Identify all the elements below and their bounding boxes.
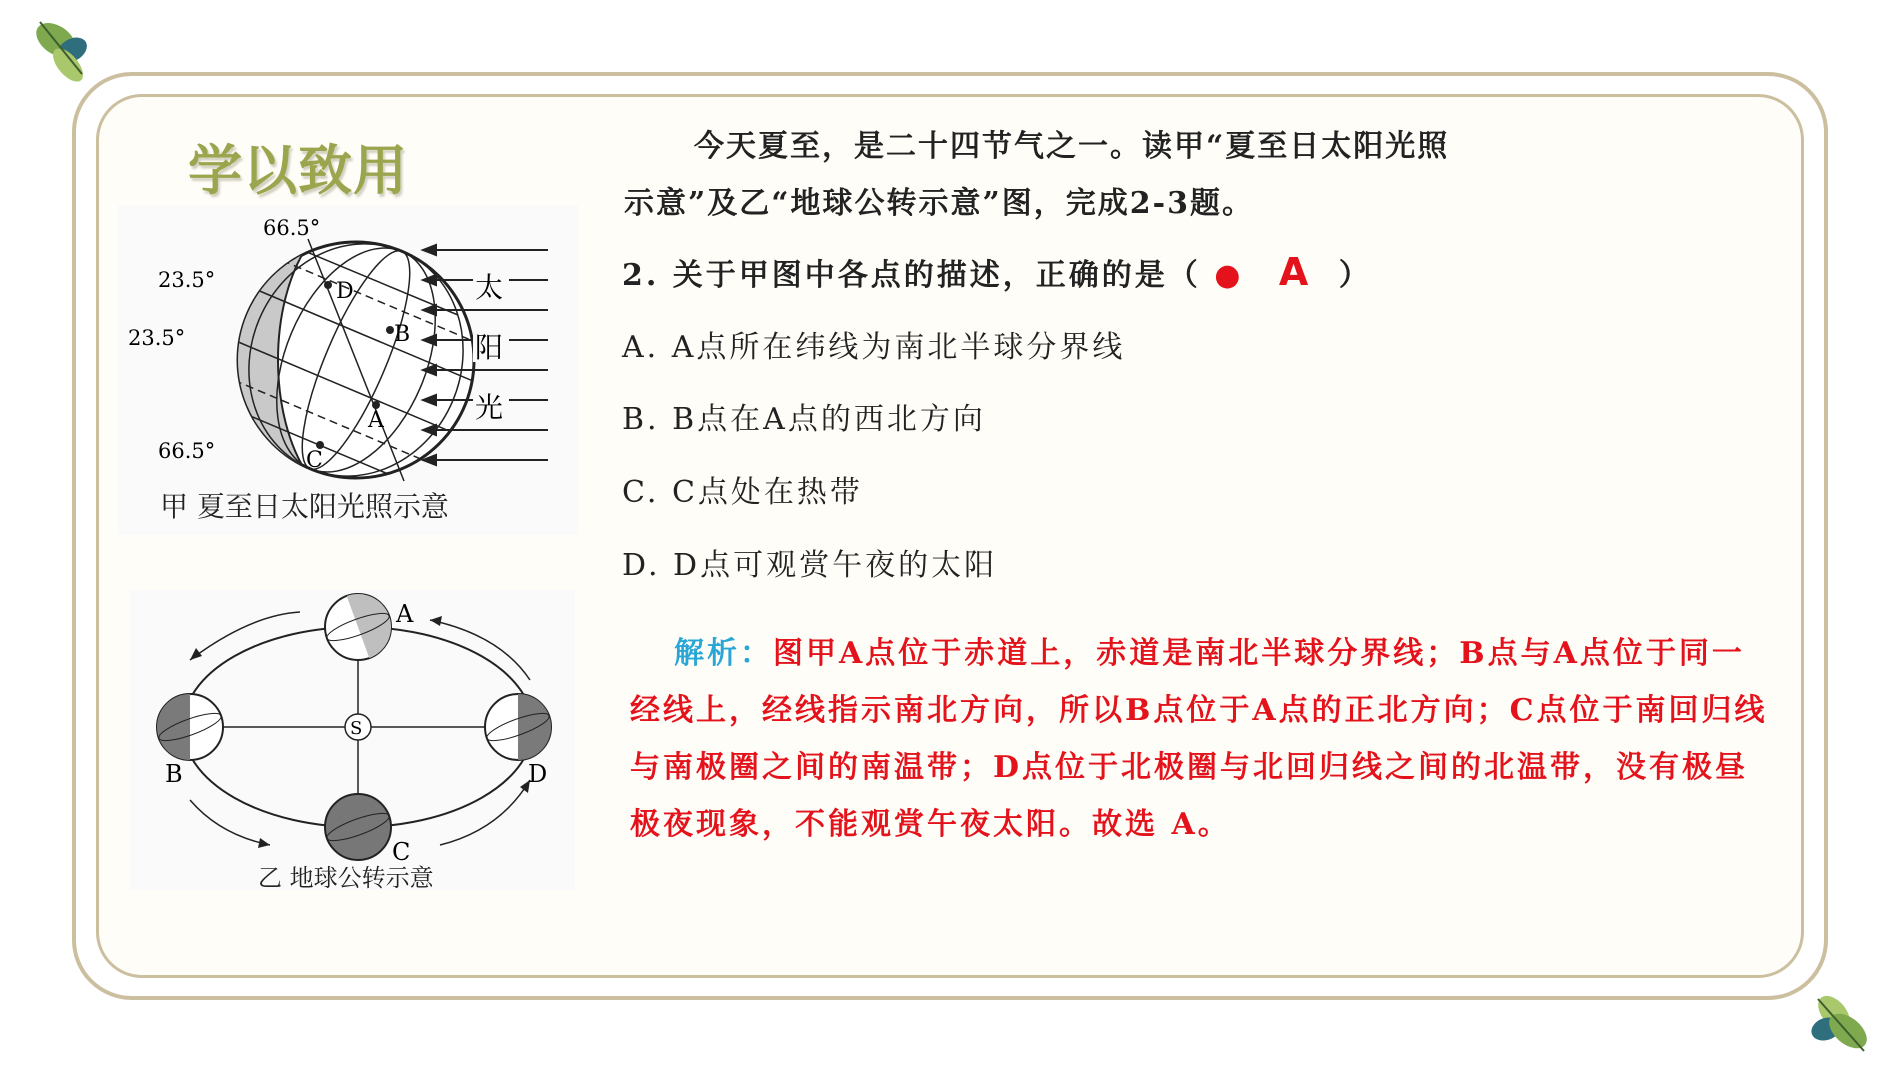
label-earth-b: B xyxy=(165,760,183,788)
label-sun-1: 太 xyxy=(475,271,504,304)
label-earth-a: A xyxy=(396,600,414,628)
label-point-d: D xyxy=(336,279,354,304)
option-a[interactable]: A. A点所在纬线为南北半球分界线 xyxy=(622,330,1126,365)
label-point-b: B xyxy=(394,322,411,347)
question-stem xyxy=(622,250,1372,294)
label-sun-2: 阳 xyxy=(475,331,504,364)
option-d[interactable]: D. D点可观赏午夜的太阳 xyxy=(622,548,998,583)
label-lat-23-south: 23.5° xyxy=(128,326,186,350)
option-c[interactable]: C. C点处在热带 xyxy=(622,475,863,510)
answer-dot-icon: ● xyxy=(1214,258,1244,293)
intro-line-2: 示意”及乙“地球公转示意”图，完成2-3题。 xyxy=(624,186,1254,221)
label-lat-66-north: 66.5° xyxy=(263,216,321,240)
intro-line-1: 今天夏至，是二十四节气之一。读甲“夏至日太阳光照 xyxy=(694,129,1450,164)
analysis-text: 图甲A点位于赤道上，赤道是南北半球分界线；B点与A点位于同一经线上，经线指示南北方向，所以B点位于A点的正北方向；C点位于南回归线与南极圈之间的南温带；D点位于北极圈与北回归线之间的北温带，没有极昼极夜现象，不能观赏午夜太阳。故选 A。 xyxy=(630,636,1768,842)
earth-position-c xyxy=(324,794,391,860)
analysis-label: 解析： xyxy=(674,636,773,671)
earth-position-b xyxy=(156,694,223,760)
label-earth-d: D xyxy=(528,760,548,788)
label-point-c: C xyxy=(306,448,323,473)
earth-position-a xyxy=(324,590,400,660)
question-text: 2. 关于甲图中各点的描述，正确的是（ xyxy=(622,258,1201,293)
label-earth-c: C xyxy=(392,838,411,866)
leaf-decoration-bottom-right-icon xyxy=(1800,985,1880,1060)
answer-letter: A xyxy=(1278,250,1312,294)
figure-a-solstice-illumination xyxy=(118,205,578,535)
figure-b-caption: 乙 地球公转示意 xyxy=(258,864,434,892)
intro-paragraph xyxy=(624,118,1744,232)
label-lat-66-south: 66.5° xyxy=(158,439,216,463)
label-sun-s: S xyxy=(350,718,363,739)
option-b[interactable]: B. B点在A点的西北方向 xyxy=(622,402,986,437)
label-point-a: A xyxy=(368,408,384,433)
section-title: 学以致用 xyxy=(188,139,408,202)
leaf-decoration-top-left-icon xyxy=(20,10,100,85)
figure-b-diagram xyxy=(130,590,575,890)
figure-a-caption: 甲 夏至日太阳光照示意 xyxy=(160,490,449,523)
earth-position-d xyxy=(484,694,551,760)
label-lat-23-north: 23.5° xyxy=(158,268,216,292)
figure-b-earth-revolution xyxy=(130,590,575,890)
question-close-paren: ） xyxy=(1338,258,1372,293)
label-sun-3: 光 xyxy=(475,391,504,424)
analysis-block xyxy=(630,625,1775,853)
